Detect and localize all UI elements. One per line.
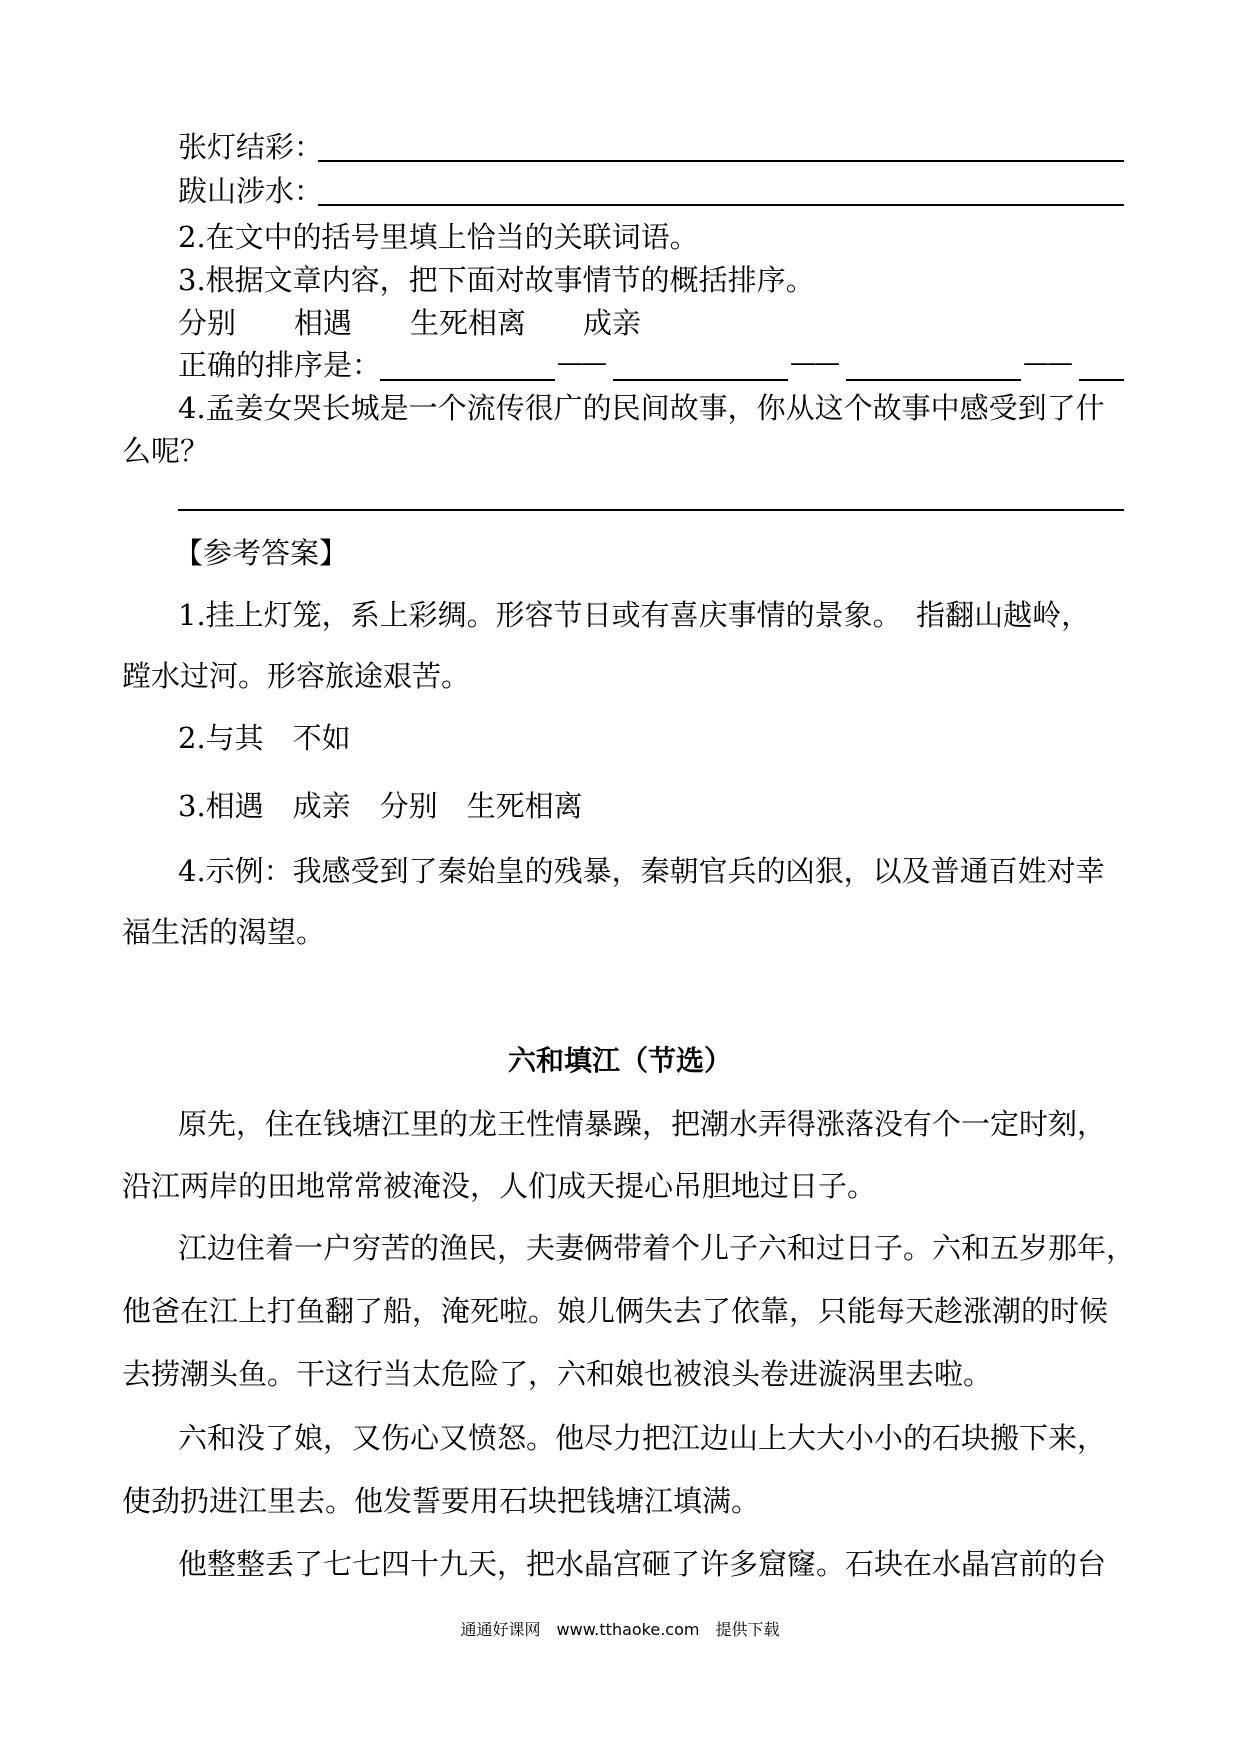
order-separator-1: —— [557,348,605,378]
answer-3: 3.相遇 成亲 分别 生死相离 [178,789,583,823]
question-2: 2.在文中的括号里填上恰当的关联词语。 [178,220,699,254]
story-p1-line-2: 沿江两岸的田地常常被淹没，人们成天提心吊胆地过日子。 [122,1169,877,1203]
option-2: 相遇 [294,306,353,340]
option-1: 分别 [178,306,237,340]
answer-2: 2.与其 不如 [178,721,351,755]
order-separator-2: —— [790,348,838,378]
answer-line-1[interactable] [318,160,1124,162]
term-label-2: 跋山涉水： [178,174,324,208]
story-p3-line-1: 六和没了娘，又伤心又愤怒。他尽力把江边山上大大小小的石块搬下来， [178,1421,1107,1455]
answers-heading: 【参考答案】 [174,536,349,570]
order-blank-4[interactable] [1079,379,1124,381]
footer-credit: 通通好课网 www.tthaoke.com 提供下载 [460,1620,780,1639]
story-p4-line-1: 他整整丢了七七四十九天，把水晶宫砸了许多窟窿。石块在水晶宫前的台 [178,1547,1107,1581]
order-separator-3: —— [1023,348,1071,378]
story-title: 六和填江（节选） [507,1044,732,1077]
order-blank-1[interactable] [380,379,555,381]
story-p3-line-2: 使劲扔进江里去。他发誓要用石块把钱塘江填满。 [122,1484,761,1518]
answer-4-line-1: 4.示例：我感受到了秦始皇的残暴，秦朝官兵的凶狠，以及普通百姓对幸 [178,854,1105,888]
option-4: 成亲 [583,306,642,340]
term-label-1: 张灯结彩： [178,130,324,164]
answer-1-line-2: 蹚水过河。形容旅途艰苦。 [122,659,471,693]
answer-line-4[interactable] [178,509,1124,511]
question-4-line-1: 4.孟姜女哭长城是一个流传很广的民间故事，你从这个故事中感受到了什 [178,391,1105,425]
order-blank-2[interactable] [613,379,788,381]
order-label: 正确的排序是： [178,348,382,382]
question-3: 3.根据文章内容，把下面对故事情节的概括排序。 [178,263,815,297]
answer-line-2[interactable] [318,204,1124,206]
story-p1-line-1: 原先，住在钱塘江里的龙王性情暴躁，把潮水弄得涨落没有个一定时刻， [178,1107,1107,1141]
story-p2-line-2: 他爸在江上打鱼翻了船，淹死啦。娘儿俩失去了依靠，只能每天趁涨潮的时候 [122,1294,1109,1328]
story-p2-line-1: 江边住着一户穷苦的渔民，夫妻俩带着个儿子六和过日子。六和五岁那年， [178,1231,1136,1265]
question-4-line-2: 么呢？ [122,434,210,468]
option-3: 生死相离 [410,306,527,340]
answer-1-line-1: 1.挂上灯笼，系上彩绸。形容节日或有喜庆事情的景象。 指翻山越岭， [178,598,1091,632]
order-blank-3[interactable] [846,379,1021,381]
story-p2-line-3: 去捞潮头鱼。干这行当太危险了，六和娘也被浪头卷进漩涡里去啦。 [122,1357,993,1391]
answer-4-line-2: 福生活的渴望。 [122,915,326,949]
